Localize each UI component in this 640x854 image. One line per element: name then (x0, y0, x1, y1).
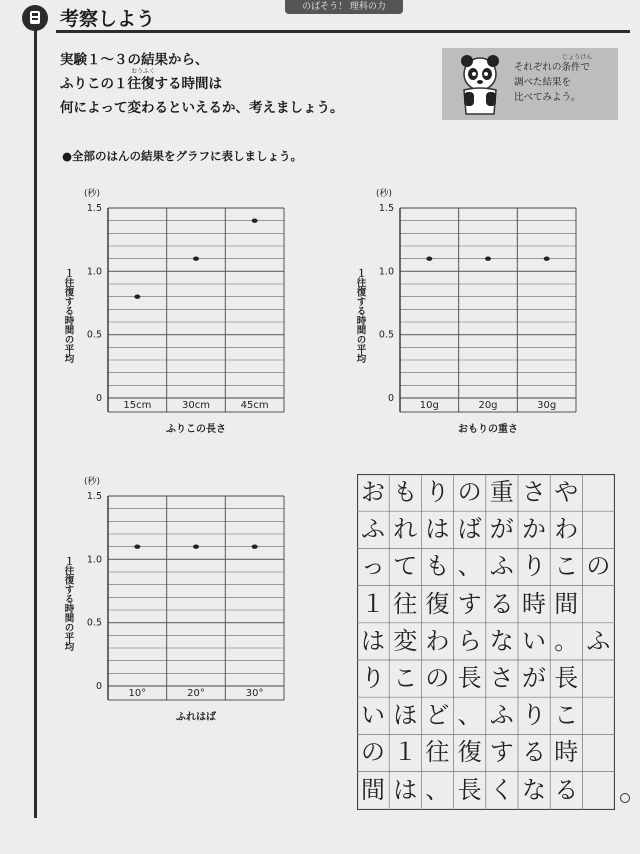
x-tick-label: 45cm (240, 400, 269, 411)
answer-char: 時 (554, 738, 579, 767)
y-tick-label: 0 (95, 393, 102, 404)
hint-box (442, 48, 618, 120)
y-axis-label: １往復する時間の平均 (62, 268, 74, 363)
hint-line-1: それぞれの条件で (514, 62, 591, 73)
answer-char: い (522, 626, 546, 655)
y-tick-label: 0.5 (378, 329, 394, 341)
hint-text (514, 60, 614, 105)
answer-char: や (554, 478, 579, 506)
answer-char: 重 (489, 478, 514, 506)
answer-char: ら (457, 626, 482, 655)
answer-char: る (522, 738, 546, 767)
hint-line-3: 比べてみよう。 (514, 92, 581, 103)
answer-char: も (425, 552, 450, 581)
intro-line-3: 何によって変わるといえるか、考えましょう。 (60, 100, 344, 116)
answer-char: １ (361, 589, 385, 618)
y-tick-label: 1.0 (86, 266, 102, 278)
answer-char: ば (457, 515, 482, 544)
intro-line-2: ふりこの１往復する時間は (60, 76, 222, 92)
data-point (193, 544, 199, 548)
answer-char: な (522, 775, 546, 804)
answer-char: く (489, 775, 514, 804)
answer-char: ど (425, 701, 450, 730)
ruby-jouken: じょうけん (562, 54, 593, 61)
answer-char: の (586, 552, 611, 581)
x-tick-label: 30cm (182, 400, 210, 411)
unit-label: (秒) (84, 189, 101, 199)
answer-char: わ (554, 515, 579, 544)
answer-char: さ (489, 664, 514, 692)
y-tick-label: 0.5 (86, 329, 102, 341)
data-point (193, 256, 199, 260)
answer-char: は (425, 515, 450, 544)
answer-char: 長 (457, 664, 482, 692)
x-tick-label: 30g (537, 400, 557, 411)
answer-char: り (425, 478, 450, 506)
answer-char: の (361, 738, 385, 767)
answer-char: は (361, 626, 385, 655)
data-point (252, 218, 258, 222)
answer-char: こ (554, 552, 579, 581)
x-tick-label: 15cm (123, 400, 152, 411)
answer-char: す (489, 738, 514, 767)
y-axis-label: １往復する時間の平均 (62, 556, 74, 651)
answer-char: が (522, 664, 546, 692)
answer-char: か (522, 515, 546, 544)
data-point (485, 256, 491, 260)
answer-char: ほ (393, 701, 418, 730)
answer-char: ふ (361, 515, 385, 544)
answer-char: 復 (425, 589, 450, 618)
x-axis-label: ふりこの長さ (166, 424, 226, 435)
instruction-text: ●全部のはんの結果をグラフに表しましょう。 (62, 149, 303, 163)
x-tick-label: 10° (128, 688, 147, 699)
answer-char: る (554, 775, 579, 804)
answer-char: っ (361, 552, 385, 581)
answer-char: も (393, 478, 418, 506)
answer-char: 、 (457, 701, 482, 730)
answer-char: お (361, 478, 385, 506)
answer-char: こ (554, 701, 579, 730)
x-axis-label: おもりの重さ (458, 424, 518, 435)
answer-char: す (457, 589, 482, 618)
answer-char: が (489, 515, 514, 544)
answer-char: わ (425, 626, 450, 655)
answer-char: こ (393, 664, 418, 692)
answer-char: 往 (425, 738, 450, 767)
chart-length (58, 182, 318, 442)
answer-char: ふ (489, 552, 514, 581)
x-tick-label: 10g (419, 400, 439, 411)
answer-char: り (361, 664, 385, 692)
y-tick-label: 0 (95, 681, 102, 692)
answer-char: れ (393, 515, 418, 544)
data-point (544, 256, 550, 260)
data-point (134, 544, 140, 548)
answer-char: 変 (393, 626, 418, 655)
y-axis-label: １往復する時間の平均 (354, 268, 366, 363)
y-tick-label: 1.5 (86, 491, 102, 502)
data-point (426, 256, 432, 260)
answer-char: ふ (489, 701, 514, 730)
panda-icon (450, 52, 510, 118)
unit-label: (秒) (376, 189, 393, 199)
section-tab: のばそう！ 理科の力 (285, 0, 403, 14)
answer-area (357, 474, 615, 810)
hint-line-2: 調べた結果を (514, 77, 572, 88)
ruby-ouhuku: おうふく (131, 68, 156, 75)
answer-char: 。 (554, 626, 579, 655)
answer-char: さ (522, 478, 546, 506)
x-tick-label: 20g (478, 400, 498, 411)
x-axis-label: ふれはば (176, 712, 216, 723)
answer-char: の (425, 664, 450, 692)
answer-char: な (489, 626, 514, 655)
y-tick-label: 1.0 (378, 266, 394, 278)
x-tick-label: 30° (245, 688, 264, 699)
answer-char: る (489, 589, 514, 618)
chart-amplitude (58, 470, 318, 730)
data-point (134, 294, 140, 298)
unit-label: (秒) (84, 477, 101, 487)
answer-char: 長 (457, 775, 482, 804)
answer-char: り (522, 701, 546, 730)
answer-char: 、 (425, 775, 450, 804)
y-tick-label: 1.0 (86, 554, 102, 566)
page-title: 考察しよう (60, 8, 156, 30)
y-tick-label: 1.5 (86, 203, 102, 214)
answer-char: て (393, 552, 418, 581)
title-divider (56, 30, 630, 33)
answer-char: 時 (522, 589, 546, 618)
answer-char: 間 (554, 589, 579, 618)
intro-line-1: 実験１～３の結果から、 (60, 52, 209, 68)
answer-char: 長 (554, 664, 579, 692)
answer-char: い (361, 701, 385, 730)
period-mark (620, 793, 630, 803)
chart-weight (350, 182, 610, 442)
answer-char: 復 (457, 738, 482, 767)
answer-char: 間 (361, 775, 385, 804)
answer-char: り (522, 552, 546, 581)
x-tick-label: 20° (187, 688, 205, 699)
answer-char: １ (393, 738, 418, 767)
intro-text (60, 48, 344, 120)
y-tick-label: 0.5 (86, 617, 102, 629)
answer-char: の (457, 478, 482, 506)
answer-char: は (393, 775, 418, 804)
answer-char: 往 (393, 589, 418, 618)
margin-line (34, 28, 37, 818)
answer-char: 、 (457, 552, 482, 581)
answer-char: ふ (586, 626, 611, 655)
data-point (252, 544, 258, 548)
y-tick-label: 0 (387, 393, 394, 404)
y-tick-label: 1.5 (378, 203, 394, 214)
